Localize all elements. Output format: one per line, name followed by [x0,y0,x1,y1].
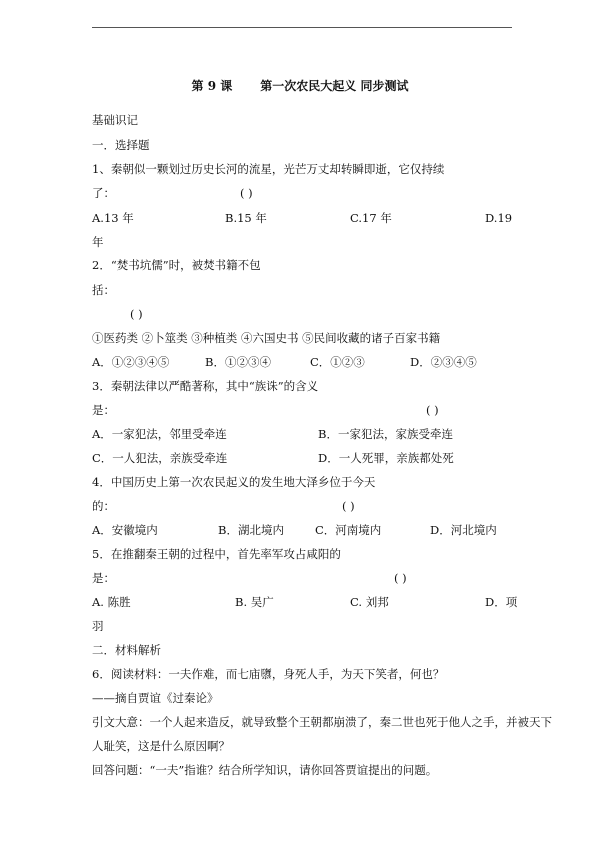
q4-option-d: D．河北境内 [430,523,497,537]
q4-stem: 4．中国历史上第一次农民起义的发生地大泽乡位于今天 [92,475,376,489]
q6-question: 回答问题：“一夫”指谁？结合所学知识，请你回答贾谊提出的问题。 [92,763,438,777]
q2-option-b: B．①②③④ [205,355,271,369]
q5-option-c: C. 刘邦 [350,595,389,609]
q5-option-d-wrap: 羽 [92,619,104,633]
q1-option-c: C.17 年 [350,211,392,225]
q3-stem: 3．秦朝法律以严酷著称，其中“族诛”的含义 [92,379,319,393]
q5-option-d: D．项 [485,595,518,609]
q2-answer-blank: ( ) [130,307,143,321]
q4-option-c: C．河南境内 [315,523,382,537]
q3-option-d: D．一人死罪，亲族都处死 [318,451,454,465]
q2-stem-cont: 括： [92,283,115,297]
q6-meaning-cont: 人耻笑，这是什么原因啊？ [92,739,230,753]
lesson-title: 第一次农民大起义 同步测试 [260,79,409,93]
q2-items: ①医药类 ②卜筮类 ③种植类 ④六国史书 ⑤民间收藏的诸子百家书籍 [92,331,441,345]
section-basic: 基础识记 [92,113,138,127]
q4-option-b: B．湖北境内 [218,523,284,537]
lesson-number: 第 9 课 [191,79,233,93]
q3-option-c: C．一人犯法，亲族受牵连 [92,451,228,465]
q1-stem-cont: 了： [92,186,115,200]
q1-option-d-wrap: 年 [92,235,104,249]
part1-heading: 一．选择题 [92,138,150,152]
q5-answer-blank: ( ) [394,571,407,585]
q4-option-a: A．安徽境内 [92,523,158,537]
q3-answer-blank: ( ) [426,403,439,417]
q6-source: ——摘自贾谊《过秦论》 [92,691,219,705]
q6-meaning: 引文大意：一个人起来造反，就导致整个王朝都崩溃了，秦二世也死于他人之手，并被天下 [92,715,552,729]
header-rule [92,27,512,28]
q5-option-b: B. 吴广 [235,595,274,609]
q2-option-c: C．①②③ [310,355,365,369]
q1-stem: 1、秦朝似一颗划过历史长河的流星，光芒万丈却转瞬即逝，它仅持续 [92,162,445,176]
q5-option-a: A. 陈胜 [92,595,131,609]
q5-stem-cont: 是： [92,571,115,585]
q3-option-a: A．一家犯法，邻里受牵连 [92,427,227,441]
q4-stem-cont: 的： [92,499,115,513]
q3-stem-cont: 是： [92,403,115,417]
q2-stem: 2．“焚书坑儒”时，被焚书籍不包 [92,258,261,272]
q2-option-a: A．①②③④⑤ [92,355,170,369]
q5-stem: 5．在推翻秦王朝的过程中，首先率军攻占咸阳的 [92,547,341,561]
part2-heading: 二．材料解析 [92,643,161,657]
q2-option-d: D．②③④⑤ [410,355,477,369]
q6-material: 6．阅读材料：一夫作难，而七庙隳，身死人手，为天下笑者，何也？ [92,667,445,681]
q1-option-a: A.13 年 [92,211,134,225]
q1-option-b: B.15 年 [225,211,267,225]
q4-answer-blank: ( ) [342,499,355,513]
q3-option-b: B．一家犯法，家族受牵连 [318,427,453,441]
page-title [0,78,600,94]
q1-option-d: D.19 [485,211,513,225]
q1-answer-blank: ( ) [240,186,253,200]
